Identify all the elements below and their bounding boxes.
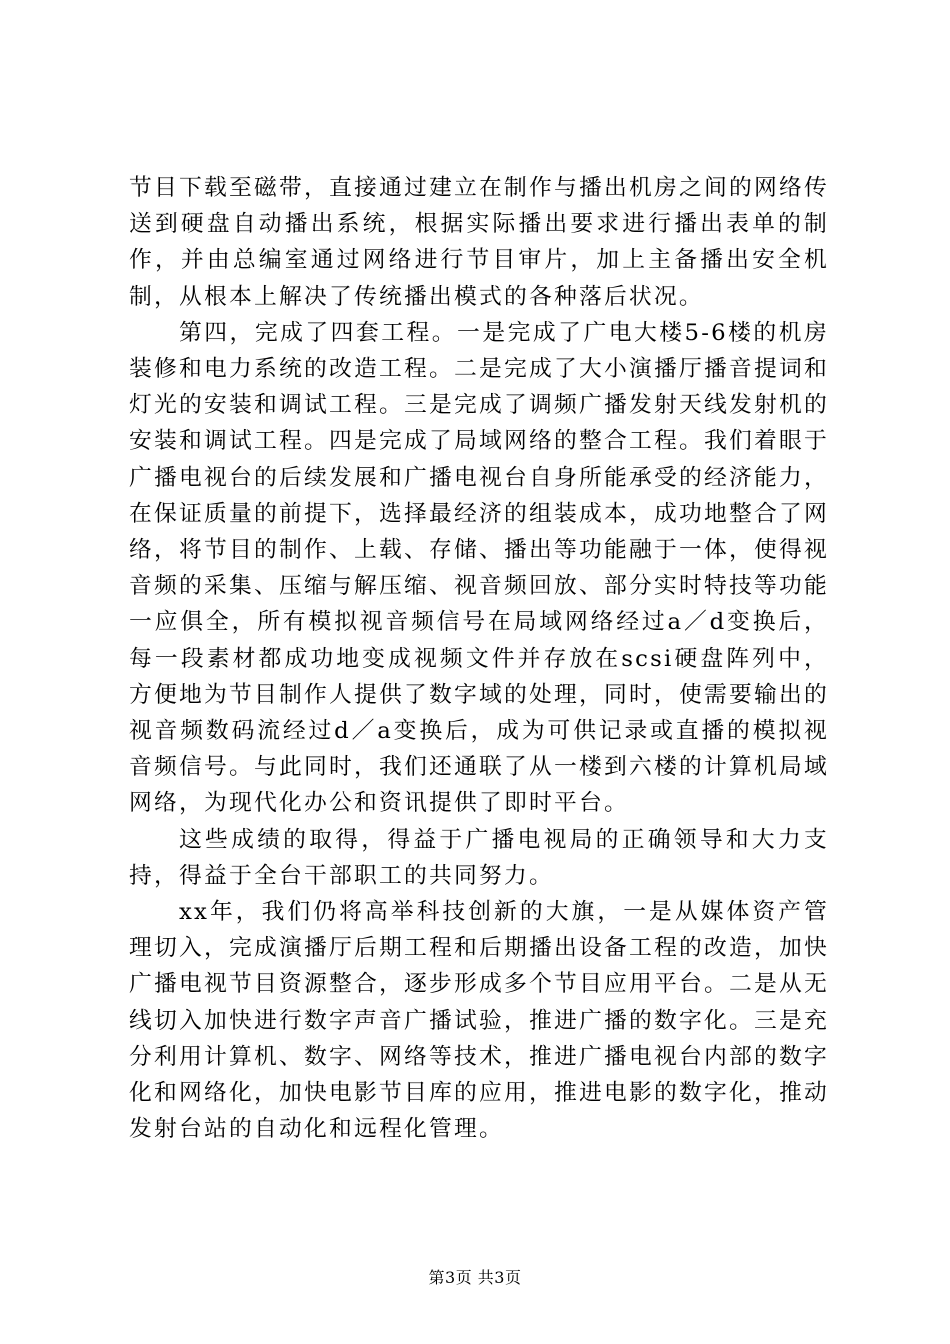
page-number-footer: 第3页 共3页 <box>428 1268 522 1287</box>
paragraph-continued: 节目下载至磁带，直接通过建立在制作与播出机房之间的网络传送到硬盘自动播出系统，根据实际播出要求进行播出表单的制作，并由总编室通过网络进行节目审片，加上主备播出安全机制，从根本上解决了传统播出模式的各种落后状况。 <box>129 175 829 310</box>
paragraph-fourth-project: 第四，完成了四套工程。一是完成了广电大楼5-6楼的机房装修和电力系统的改造工程。二是完成了大小演播厅播音提词和灯光的安装和调试工程。三是完成了调频广播发射天线发射机的安装和调试工程。四是完成了局域网络的整合工程。我们着眼于广播电视台的后续发展和广播电视台自身所能承受的经济能力，在保证质量的前提下，选择最经济的组装成本，成功地整合了网络，将节目的制作、上载、存储、播出等功能融于一体，使得视音频的采集、压缩与解压缩、视音频回放、部分实时特技等功能一应俱全，所有模拟视音频信号在局域网络经过a／d变换后，每一段素材都成功地变成视频文件并存放在scsi硬盘阵列中，方便地为节目制作人提供了数字域的处理，同时，使需要输出的视音频数码流经过d／a变换后，成为可供记录或直播的模拟视音频信号。与此同时，我们还通联了从一楼到六楼的计算机局域网络，为现代化办公和资讯提供了即时平台。 <box>129 319 829 817</box>
paragraph-next-year-plan: xx年，我们仍将高举科技创新的大旗，一是从媒体资产管理切入，完成演播厅后期工程和后期播出设备工程的改造，加快广播电视节目资源整合，逐步形成多个节目应用平台。二是从无线切入加快进行数字声音广播试验，推进广播的数字化。三是充分利用计算机、数字、网络等技术，推进广播电视台内部的数字化和网络化，加快电影节目库的应用，推进电影的数字化，推动发射台站的自动化和远程化管理。 <box>129 899 829 1143</box>
document-body <box>129 170 829 1147</box>
paragraph-achievements: 这些成绩的取得，得益于广播电视局的正确领导和大力支持，得益于全台干部职工的共同努力。 <box>129 826 829 889</box>
